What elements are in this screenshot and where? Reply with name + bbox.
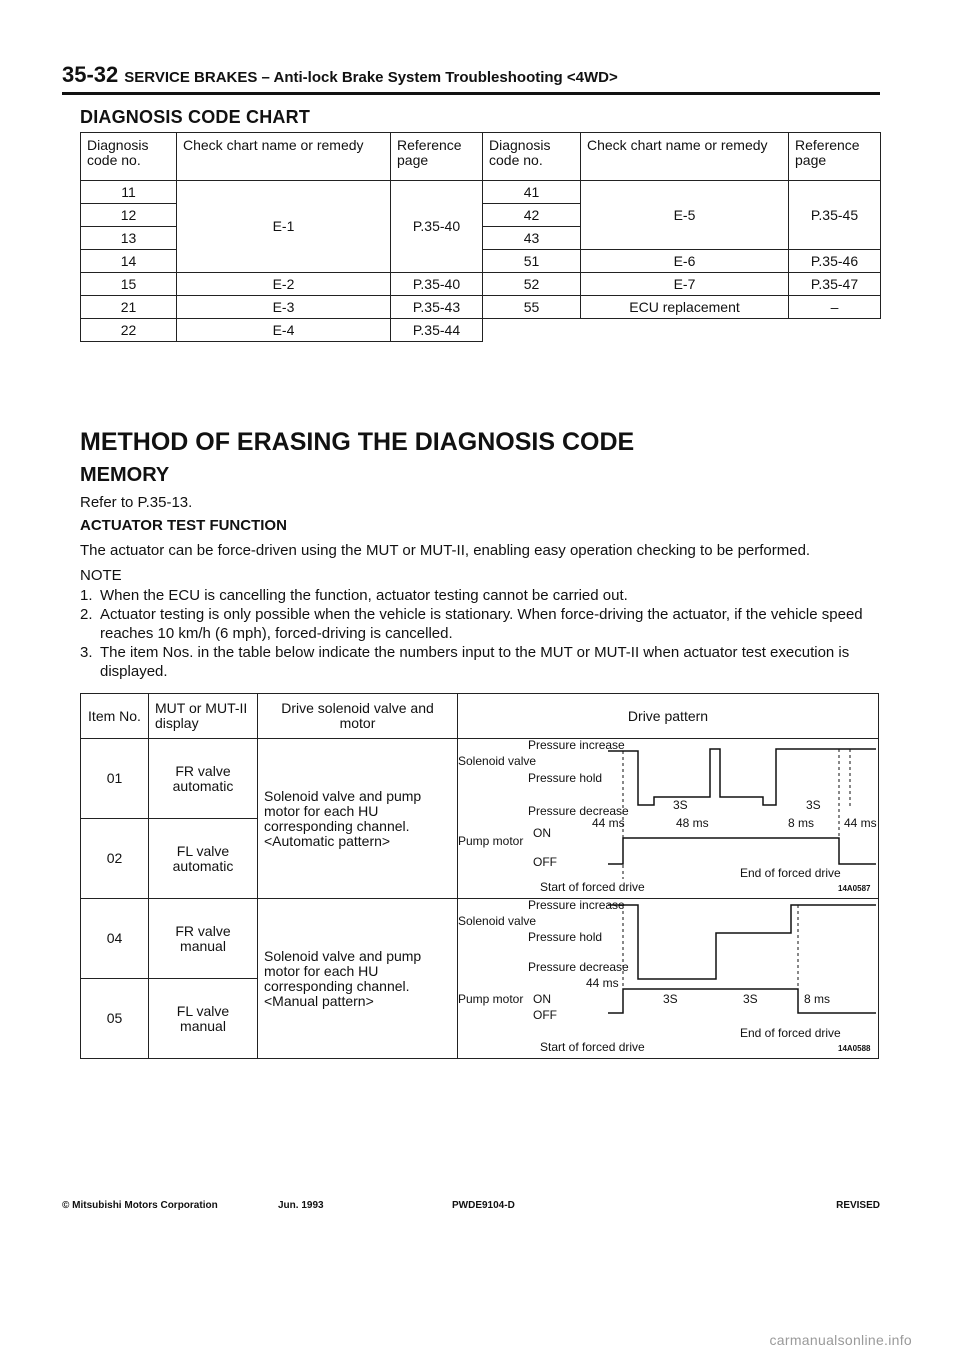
code-cell: 51 (483, 250, 581, 273)
table-row (81, 319, 881, 342)
label-end: End of forced drive (740, 1026, 841, 1040)
note-number: 2. (80, 606, 93, 623)
table-row (81, 296, 881, 319)
mut-display: FR valve manual (149, 899, 258, 979)
label-pressure-top: Pressure increase (528, 899, 625, 912)
drive-pattern-manual-cell (458, 899, 879, 1059)
label-44ms: 44 ms (586, 976, 619, 990)
mut-display: FR valve automatic (149, 739, 258, 819)
label-pressure-decrease: Pressure decrease (528, 960, 629, 974)
header-cell: Reference page (789, 133, 881, 181)
page-cell: P.35-47 (789, 273, 881, 296)
label-pump: Pump motor (458, 992, 524, 1006)
chart-cell: E-1 (177, 181, 391, 273)
note-list (80, 586, 880, 681)
label-pressure-hold: Pressure hold (528, 930, 603, 944)
label-solenoid: Solenoid valve (458, 754, 537, 768)
item-no: 01 (81, 739, 149, 819)
table-header-row (81, 133, 881, 181)
note-text: Actuator testing is only possible when the vehicle is stationary. When force-driving the actuator, if the vehicle speed reaches 10 km/h (6 mph), forced-driving is cancelled. (100, 606, 863, 642)
page-cell: P.35-43 (391, 296, 483, 319)
header-cell: Diagnosis code no. (483, 133, 581, 181)
code-cell: 14 (81, 250, 177, 273)
label-3s-b: 3S (743, 992, 758, 1006)
item-no: 05 (81, 979, 149, 1059)
chart-cell: E-4 (177, 319, 391, 342)
figure-code: 14A0588 (838, 1044, 871, 1053)
page-number: 35-32 (62, 62, 119, 87)
note-number: 3. (80, 644, 93, 661)
label-on: ON (533, 826, 551, 840)
label-3s-a: 3S (663, 992, 678, 1006)
chart-cell: E-6 (581, 250, 789, 273)
header-display: MUT or MUT-II display (149, 694, 258, 739)
label-start: Start of forced drive (540, 1040, 645, 1054)
note-text: The item Nos. in the table below indicate the numbers input to the MUT or MUT-II when actuator test execution is displayed. (100, 644, 850, 680)
footer-status: REVISED (836, 1200, 880, 1211)
page-cell: P.35-40 (391, 273, 483, 296)
label-pressure-decrease: Pressure decrease (528, 804, 629, 818)
header-rule (62, 92, 880, 95)
note-number: 1. (80, 587, 93, 604)
code-cell: 21 (81, 296, 177, 319)
diagnosis-chart-title: DIAGNOSIS CODE CHART (80, 107, 311, 127)
table-row (81, 181, 881, 204)
diagnosis-code-table (80, 132, 881, 342)
page-cell: P.35-45 (789, 181, 881, 250)
code-cell: 52 (483, 273, 581, 296)
footer-date: Jun. 1993 (278, 1200, 324, 1211)
pump-waveform (608, 989, 876, 1013)
actuator-test-table (80, 693, 879, 1059)
mut-display: FL valve manual (149, 979, 258, 1059)
drive-description: Solenoid valve and pump motor for each HU corresponding channel. <Manual pattern> (258, 899, 458, 1059)
note-item (80, 643, 880, 681)
label-3s-a: 3S (673, 798, 688, 812)
watermark: carmanualsonline.info (769, 1332, 912, 1348)
chart-cell: E-7 (581, 273, 789, 296)
subsection-title: – Anti-lock Brake System Troubleshooting <4WD> (257, 69, 618, 86)
label-pressure-increase: Pressure increase (528, 739, 625, 752)
label-start: Start of forced drive (540, 880, 645, 894)
label-off: OFF (533, 855, 557, 869)
label-on: ON (533, 992, 551, 1006)
code-cell: 41 (483, 181, 581, 204)
chart-cell: E-3 (177, 296, 391, 319)
label-8ms: 8 ms (804, 992, 831, 1006)
footer-code: PWDE9104-D (452, 1200, 515, 1211)
code-cell: 55 (483, 296, 581, 319)
table-row (81, 739, 879, 819)
mut-display: FL valve automatic (149, 819, 258, 899)
label-solenoid: Solenoid valve (458, 914, 537, 928)
table-row (81, 899, 879, 979)
code-cell: 15 (81, 273, 177, 296)
table-row (81, 273, 881, 296)
chart-cell: E-5 (581, 181, 789, 250)
code-cell: 13 (81, 227, 177, 250)
label-pressure-hold: Pressure hold (528, 771, 603, 785)
header-cell: Diagnosis code no. (81, 133, 177, 181)
header-item: Item No. (81, 694, 149, 739)
page-header (62, 62, 618, 88)
label-44ms: 44 ms (592, 816, 625, 830)
item-no: 02 (81, 819, 149, 899)
section-title: SERVICE BRAKES (124, 69, 258, 86)
page-cell: P.35-40 (391, 181, 483, 273)
drive-pattern-auto-cell (458, 739, 879, 899)
actuator-test-title: ACTUATOR TEST FUNCTION (80, 517, 287, 534)
drive-description: Solenoid valve and pump motor for each HU corresponding channel. <Automatic pattern> (258, 739, 458, 899)
code-cell: 22 (81, 319, 177, 342)
memory-reference: Refer to P.35-13. (80, 494, 193, 511)
page-cell: P.35-44 (391, 319, 483, 342)
chart-cell: E-2 (177, 273, 391, 296)
code-cell: 11 (81, 181, 177, 204)
label-48ms: 48 ms (676, 816, 709, 830)
label-44ms-b: 44 ms (844, 816, 877, 830)
label-8ms: 8 ms (788, 816, 815, 830)
label-3s-b: 3S (806, 798, 821, 812)
chart-cell: ECU replacement (581, 296, 789, 319)
code-cell: 12 (81, 204, 177, 227)
header-pattern: Drive pattern (458, 694, 879, 739)
code-cell: 43 (483, 227, 581, 250)
header-cell: Check chart name or remedy (581, 133, 789, 181)
header-cell: Reference page (391, 133, 483, 181)
drive-pattern-auto-diagram (458, 739, 879, 897)
memory-title: MEMORY (80, 464, 170, 486)
header-drive: Drive solenoid valve and motor (258, 694, 458, 739)
pump-waveform (608, 838, 876, 864)
figure-code: 14A0587 (838, 884, 871, 893)
actuator-test-description: The actuator can be force-driven using the MUT or MUT-II, enabling easy operation checking to be performed. (80, 542, 811, 559)
label-end: End of forced drive (740, 866, 841, 880)
footer-copyright: © Mitsubishi Motors Corporation (62, 1200, 218, 1211)
page-cell: – (789, 296, 881, 319)
note-text: When the ECU is cancelling the function, actuator testing cannot be carried out. (100, 587, 628, 604)
page-cell: P.35-46 (789, 250, 881, 273)
drive-pattern-manual-diagram (458, 899, 879, 1057)
header-cell: Check chart name or remedy (177, 133, 391, 181)
note-label: NOTE (80, 567, 122, 584)
empty-cell (483, 319, 881, 342)
item-no: 04 (81, 899, 149, 979)
code-cell: 42 (483, 204, 581, 227)
solenoid-waveform (608, 905, 876, 979)
solenoid-waveform (608, 749, 876, 805)
method-title: METHOD OF ERASING THE DIAGNOSIS CODE (80, 428, 635, 456)
note-item (80, 586, 880, 605)
note-item (80, 605, 880, 643)
table-header-row (81, 694, 879, 739)
label-off: OFF (533, 1008, 557, 1022)
label-pump: Pump motor (458, 834, 524, 848)
